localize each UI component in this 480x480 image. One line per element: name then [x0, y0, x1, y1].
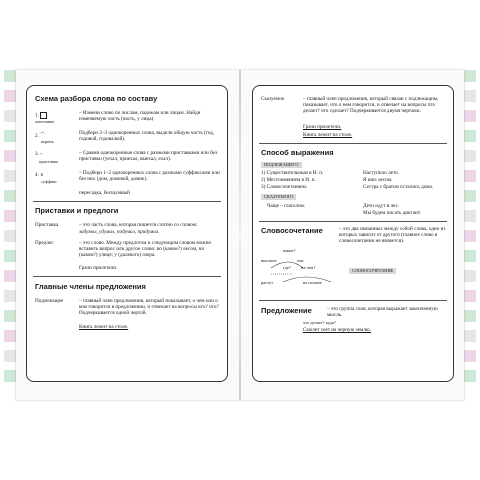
term-subject: Подлежащее: [35, 298, 64, 304]
root-icon: 2. ⌒: [35, 134, 46, 139]
separator: [33, 201, 221, 202]
book-gutter: [239, 70, 241, 400]
right-page-panel: [252, 85, 454, 382]
prefix-icon: 3. ⌐: [35, 152, 43, 157]
ending-icon: 1.: [35, 112, 47, 119]
sentence-example: Смолет сеет на черную землю.: [303, 327, 372, 333]
phrase-word-4: на полине: [303, 280, 322, 285]
way-noun: 1) Существительным в И. п.: [261, 170, 324, 176]
separator: [259, 300, 447, 301]
sentence-questions: что делает? куда?: [303, 320, 336, 325]
left-decorative-stripes: [4, 70, 16, 400]
phrase-word-3: растут: [261, 280, 274, 285]
prefix-label: приставка: [39, 159, 58, 164]
prefix-definition: – это часть слова, которая пишется слитно со словом:: [79, 222, 198, 228]
phrase-word-1: высокие: [261, 258, 277, 263]
phrase-question-3: на чем?: [301, 265, 316, 270]
sentence-definition: – это группа слов, которая выражает законченную мысль.: [327, 306, 438, 319]
term-preposition: Предлог: [35, 240, 54, 246]
right-decorative-stripes: [464, 70, 476, 400]
heading-phrase: Словосочетание: [261, 226, 323, 235]
open-book-spread: [16, 70, 464, 400]
heading-main-sentence-parts: Главные члены предложения: [35, 282, 146, 291]
predicate-example-2: Книга лежит на столе.: [303, 132, 353, 138]
separator: [259, 143, 447, 144]
term-prefix: Приставка: [35, 222, 59, 228]
predicate-definition: – главный член предложения, который связан с подлежащим, показывает, что о нем говорится, и отвечает на вопросы что делает? что сделает? Подчеркивается двумя чертами.: [303, 96, 439, 115]
way-verb: Чаще – глаголом.: [267, 203, 306, 209]
way-noun-example: Наступило лето.: [363, 170, 400, 176]
rule-root-text: Подбери 2–3 однокоренных слова, выдели общую часть (год, годовой, годовалый).: [79, 130, 215, 143]
rule-ending-text: – Измени слово по числам, падежам или лицам. Найди изменяемую часть (часть, у лица).: [79, 110, 201, 123]
term-predicate: Сказуемое: [261, 96, 285, 102]
way-verb-example-2: Мы будем писать диктант.: [363, 210, 422, 216]
phrase-label: СЛОВОСОЧЕТАНИЕ: [349, 268, 396, 274]
separator: [33, 276, 221, 277]
heading-prefixes-prepositions: Приставки и предлоги: [35, 206, 119, 215]
heading-sentence: Предложение: [261, 306, 312, 315]
example-words: пересадка, бесшумный: [79, 190, 130, 196]
predicate-example-1: Грачи прилетели.: [303, 124, 342, 130]
rule-suffix-text: – Подбери 1–2 однокоренных слова с разными суффиксами или без них (дом, домовой, домик).: [79, 170, 220, 183]
rule-prefix-text: – Сравни однокоренные слова с разными приставками или без приставки (уехал, приехал, выехал, ехал).: [79, 150, 218, 163]
suffix-label: суффикс: [41, 179, 57, 184]
way-phrase: 3) Словосочетанием.: [261, 184, 308, 190]
subject-definition: – главный член предложения, который показывает, о чем или о ком говорится в предложении, и отвечает на вопросы кто? что? Подчеркивается одной чертой.: [79, 298, 219, 317]
subject-example: Книга лежит на столе.: [79, 324, 129, 330]
left-page-panel: [26, 85, 228, 382]
separator: [259, 221, 447, 222]
prefix-examples: задумал, удумал, подумал, придумал.: [79, 229, 160, 235]
phrase-question-2: где?: [283, 265, 291, 270]
way-phrase-example: Сестра с братом остались дома.: [363, 184, 434, 190]
predicate-label: СКАЗУЕМОГО: [261, 194, 296, 200]
ending-label: окончание: [35, 119, 55, 124]
preposition-definition: – это слово. Между предлогом и следующим словом можно вставить вопрос или другое слово: во (каком?) лесом, на (каком?) улице; у (далекого) озера.: [79, 240, 212, 259]
way-pronoun-example: Я шел лесом.: [363, 177, 393, 183]
way-pronoun: 2) Местоимением в И. п.: [261, 177, 316, 183]
suffix-icon: 4. ∧: [35, 173, 44, 178]
way-verb-example-1: Дети идут в лес.: [363, 203, 400, 209]
root-label: корень: [41, 139, 54, 144]
phrase-question-1: какие?: [283, 248, 296, 253]
heading-ways-of-expression: Способ выражения: [261, 148, 334, 157]
phrase-word-2: ели: [297, 258, 304, 263]
preposition-example: Грачи прилетели.: [79, 265, 118, 271]
heading-word-structure: Схема разбора слова по составу: [35, 94, 158, 103]
phrase-definition: – это два связанных между собой слова, одно из которых зависит от другого (главное слово в словосочетании не является).: [339, 226, 446, 245]
subject-label: ПОДЛЕЖАЩЕГО: [261, 162, 302, 168]
